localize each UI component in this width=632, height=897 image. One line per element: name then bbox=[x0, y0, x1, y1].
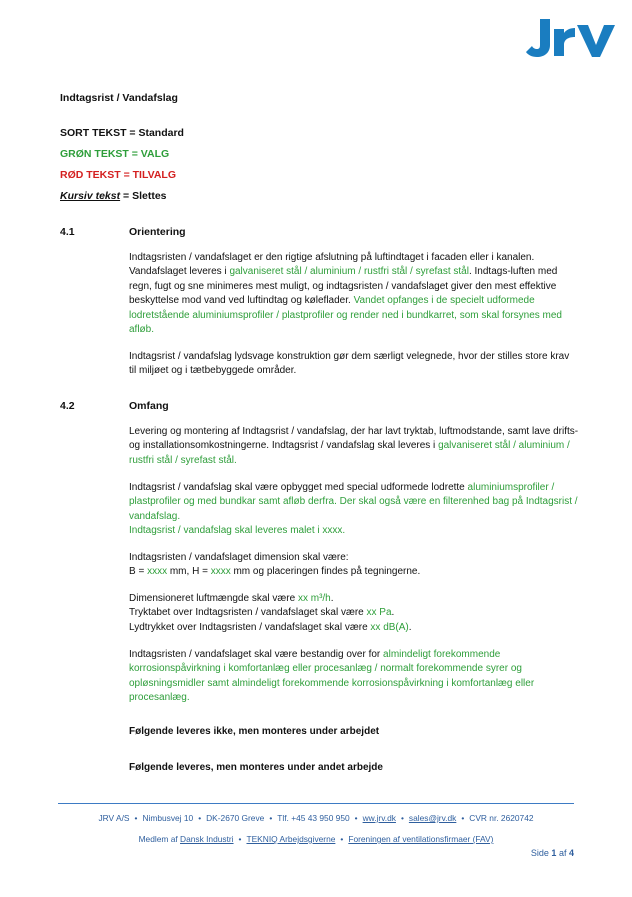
text-run: Levering og montering af Indtagsrist / vandafslag, der har lavt tryktab, luftmodstande, samt lave drifts- og installationsomkostningerne. Indtagsrist / vandafslag skal leveres i bbox=[129, 426, 579, 452]
footer-cvr: CVR nr. 2620742 bbox=[469, 813, 534, 823]
option-text: xxxx bbox=[147, 566, 168, 578]
legend-slettes bbox=[60, 190, 167, 202]
footer-web-link[interactable]: ww.jrv.dk bbox=[362, 813, 396, 823]
section-title: Orientering bbox=[129, 226, 186, 238]
option-text: xx m³/h bbox=[297, 593, 331, 604]
footer-org-link[interactable]: TEKNIQ Arbejdsgiverne bbox=[246, 834, 336, 844]
text-run: Lydtrykket over Indtagsristen / vandafslaget skal være bbox=[129, 621, 371, 633]
option-text: xxxx bbox=[210, 566, 231, 578]
subheading: Følgende leveres, men monteres under andet arbejde bbox=[129, 762, 383, 773]
option-text: galvaniseret stål / aluminium / rustfri stål / syrefast stål bbox=[229, 266, 469, 278]
footer-divider bbox=[58, 803, 574, 804]
page-current: 1 bbox=[551, 848, 557, 858]
subheading: Følgende leveres ikke, men monteres under arbejdet bbox=[129, 726, 380, 737]
page-of: af bbox=[558, 848, 567, 858]
text-run: . bbox=[391, 607, 395, 619]
text-run: mm og placeringen findes på tegningerne. bbox=[230, 566, 421, 578]
document-title: Indtagsrist / Vandafslag bbox=[60, 92, 178, 104]
option-text: almindeligt forekommende korrosionspåvirkning i komfortanlæg eller procesanlæg / normalt forekommende syrer og opløsningsmidler samt almindeligt forekommende korrosionspåvirkning i komfortanlæg eller procesanlæg. bbox=[129, 649, 535, 704]
option-text: xx Pa bbox=[366, 607, 392, 619]
paragraph bbox=[129, 551, 579, 580]
text-run: B = bbox=[129, 566, 148, 578]
footer-org-link[interactable]: Dansk Industri bbox=[180, 834, 234, 844]
legend-tilvalg: RØD TEKST = TILVALG bbox=[60, 169, 176, 181]
paragraph: Indtagsrist / vandafslag lydsvage konstruktion gør dem særligt velegnede, hvor der stilles store krav til miljøet og i tætbebyggede områder. bbox=[129, 351, 570, 377]
footer-member-prefix: Medlem af bbox=[138, 834, 178, 844]
page-label: Side bbox=[530, 848, 549, 858]
legend-slettes-label: Kursiv tekst bbox=[60, 190, 121, 202]
footer-membership-line: Medlem af Dansk Industri • TEKNIQ Arbejdsgiverne • Foreningen af ventilationsfirmaer (FAV) bbox=[138, 834, 494, 844]
text-run: Indtagsristen / vandafslaget er den rigtige afslutning på luftindtaget i facaden eller i kanalen. Vandafslaget leveres i bbox=[129, 252, 535, 278]
text-run: mm, H = bbox=[167, 566, 211, 578]
footer-contact-line: JRV A/S • Nimbusvej 10 • DK-2670 Greve • Tlf. +45 43 950 950 • ww.jrv.dk • sales@jrv.dk • CVR nr. 2620742 bbox=[98, 813, 534, 823]
legend-valg: GRØN TEKST = VALG bbox=[60, 148, 170, 160]
option-text: Indtagsrist / vandafslag skal leveres malet i xxxx. bbox=[129, 525, 346, 537]
footer-city: DK-2670 Greve bbox=[206, 813, 265, 823]
footer-address: Nimbusvej 10 bbox=[142, 813, 194, 823]
option-text: Vandet opfanges i de specielt udformede lodretstående aluminiumsprofiler / plastprofiler og render ned i bundkarret, som skal forsynes med afløb. bbox=[129, 295, 562, 336]
option-text: galvaniseret stål / aluminium / rustfri stål / syrefast stål. bbox=[129, 440, 570, 466]
text-run: . bbox=[330, 593, 334, 604]
option-text: xx dB(A) bbox=[370, 621, 409, 633]
section-title: Omfang bbox=[129, 400, 169, 412]
option-text: aluminiumsprofiler / plastprofiler og med bundkar samt afløb derfra. Der skal også være en filterenhed bag på Indtagsrist / vandafslag. bbox=[129, 482, 578, 522]
footer-company: JRV A/S bbox=[98, 813, 130, 823]
legend-slettes-rest: = Slettes bbox=[120, 190, 167, 202]
text-run: Tryktabet over Indtagsristen / vandafslaget skal være bbox=[129, 607, 367, 619]
footer-phone: Tlf. +45 43 950 950 bbox=[277, 813, 350, 823]
paragraph bbox=[129, 251, 579, 337]
text-run: Indtagsristen / vandafslaget dimension skal være: bbox=[129, 552, 349, 563]
section-number: 4.2 bbox=[60, 400, 75, 412]
text-run: Indtagsristen / vandafslaget skal være bestandig over for bbox=[129, 649, 384, 660]
page-total: 4 bbox=[568, 848, 574, 858]
text-run: Indtagsrist / vandafslag skal være opbygget med special udformede lodrette bbox=[129, 482, 468, 493]
legend-standard: SORT TEKST = Standard bbox=[60, 127, 184, 139]
paragraph bbox=[129, 592, 579, 635]
text-run: Dimensioneret luftmængde skal være bbox=[129, 593, 298, 604]
footer-org-link[interactable]: Foreningen af ventilationsfirmaer (FAV) bbox=[348, 834, 494, 844]
jrv-logo bbox=[526, 15, 618, 59]
page-number bbox=[500, 848, 574, 858]
paragraph bbox=[129, 481, 579, 539]
footer-email-link[interactable]: sales@jrv.dk bbox=[408, 813, 457, 823]
paragraph bbox=[129, 648, 579, 706]
text-run: . Indtags-luften med regn, fugt og sne minimeres mest muligt, og indtagsristen / vandafslaget giver den mest effektive beskyttelse mod vand ved luftindtag og køleflader. bbox=[129, 266, 558, 307]
text-run: . bbox=[408, 621, 412, 633]
paragraph bbox=[129, 425, 579, 468]
section-number: 4.1 bbox=[60, 226, 75, 238]
